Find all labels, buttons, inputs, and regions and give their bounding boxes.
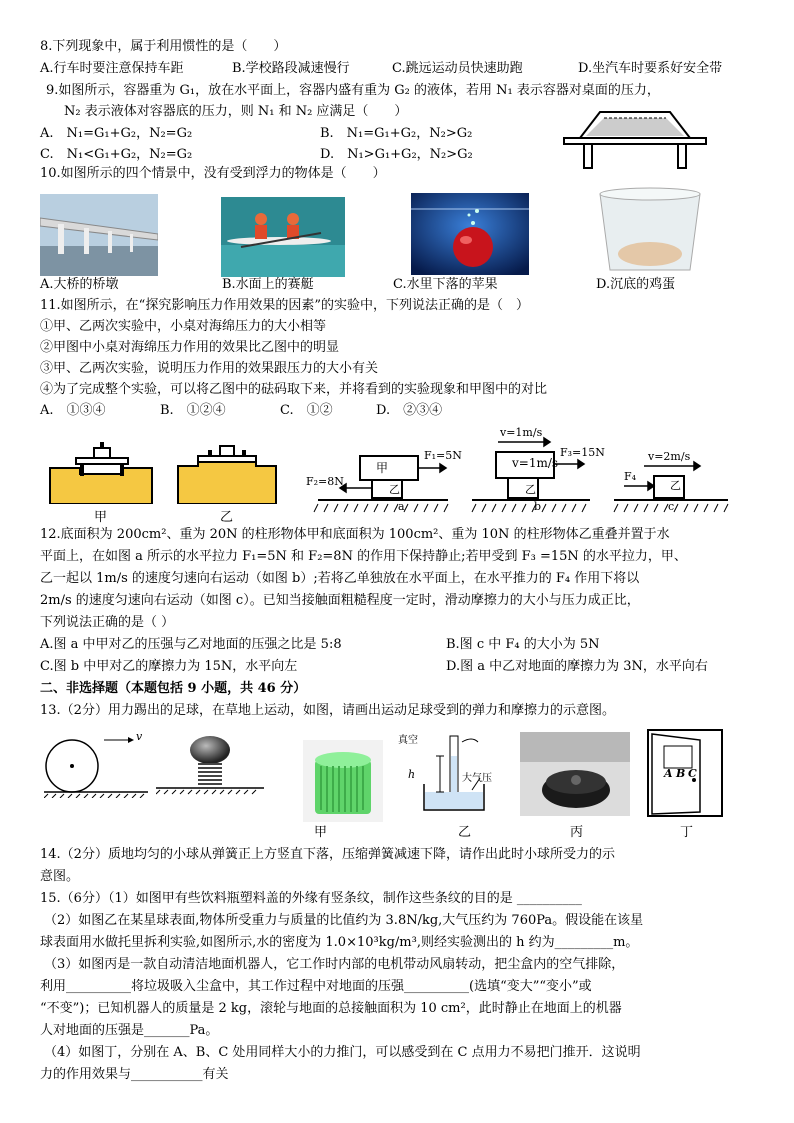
atm-label: 大气压 (462, 773, 492, 784)
q15-line-8: （4）如图丁，分别在 A、B、C 处用同样大小的力推门，可以感受到在 C 点用力不易把门推开．这说明 (44, 1045, 641, 1060)
q9-option-c: C. N₁<G₁+G₂，N₂=G₂ (40, 147, 193, 162)
q11-item-2: ②甲图中小桌对海绵压力作用的效果比乙图中的明显 (40, 340, 340, 355)
q11-option-b: B. ①②④ (160, 403, 226, 418)
q15-line-7: 人对地面的压强是_______Pa。 (40, 1023, 219, 1038)
q12-f4-label: F₄ (624, 470, 637, 483)
q14-line-1: 14.（2分）质地均匀的小球从弹簧正上方竖直下落，压缩弹簧减速下降，请作出此时小球所受力的示 (40, 847, 615, 862)
q10-caption-d: D.沉底的鸡蛋 (596, 277, 676, 292)
q12-option-d: D.图 a 中乙对地面的摩擦力为 3N，水平向右 (446, 659, 708, 674)
door-point-c: C (688, 767, 697, 780)
q12-stem-5: 下列说法正确的是（ ） (40, 615, 175, 630)
door-point-b: B (676, 767, 686, 780)
vacuum-label: 真空 (398, 735, 418, 746)
q15-line-9: 力的作用效果与___________有关 (40, 1067, 229, 1082)
q12-stem-4: 2m/s 的速度匀速向右运动（如图 c）。已知当接触面粗糙程度一定时，滑动摩擦力的大小与压力成正比， (40, 593, 640, 608)
q12-v2-label: v=2m/s (648, 450, 691, 463)
q12-option-b: B.图 c 中 F₄ 的大小为 5N (446, 637, 600, 652)
q12-stem-1: 12.底面积为 200cm²、重为 20N 的柱形物体甲和底面积为 100cm²、重为 10N 的柱形物体乙重叠并置于水 (40, 527, 670, 542)
ball-velocity-label: v (136, 730, 143, 743)
q10-caption-a: A.大桥的桥墩 (40, 277, 119, 292)
q9-option-b: B. N₁=G₁+G₂，N₂>G₂ (320, 126, 473, 141)
rolling-ball-figure (44, 732, 148, 798)
robot-vacuum-photo (520, 732, 630, 816)
q12-b-yi: 乙 (525, 483, 536, 496)
q12-a-yi: 乙 (389, 483, 400, 496)
q11-label-yi: 乙 (220, 510, 234, 525)
q15-line-2: （2）如图乙在某星球表面,物体所受重力与质量的比值约为 3.8N/kg,大气压约为 760Pa。假设能在该星 (44, 913, 644, 928)
q9-option-a: A. N₁=G₁+G₂，N₂=G₂ (40, 126, 193, 141)
door-point-a: A (664, 767, 673, 780)
q9-stem-line2: N₂ 表示液体对容器底的压力，则 N₁ 和 N₂ 应满足（ ） (64, 104, 408, 119)
q11-option-d: D. ②③④ (376, 403, 443, 418)
sunken-egg-photo (592, 184, 708, 276)
q8-option-d: D.坐汽车时要系好安全带 (578, 61, 723, 76)
q11-label-jia: 甲 (94, 510, 108, 525)
q9-stem-line1: 9.如图所示，容器重为 G₁，放在水平面上，容器内盛有重为 G₂ 的液体，若用 N₁ 表示容器对桌面的压力， (46, 83, 660, 98)
q8-option-a: A.行车时要注意保持车距 (40, 61, 184, 76)
q12-c-yi: 乙 (670, 479, 681, 492)
falling-apple-photo (411, 193, 529, 275)
q14-line-2: 意图。 (40, 869, 80, 884)
fig-label-bing: 丙 (570, 825, 584, 840)
q11-stem: 11.如图所示，在“探究影响压力作用效果的因素”的实验中，下列说法正确的是（ ） (40, 298, 529, 313)
q12-stem-2: 平面上，在如图 a 所示的水平拉力 F₁=5N 和 F₂=8N 的作用下保持静止;若甲受到 F₃ =15N 的水平拉力，甲、 (40, 549, 687, 564)
fig-label-jia: 甲 (314, 825, 328, 840)
q15-line-4: （3）如图丙是一款自动清洁地面机器人，它工作时内部的电机带动风扇转动，把尘盒内的空气排除， (44, 957, 625, 972)
q11-item-1: ①甲、乙两次实验中，小桌对海绵压力的大小相等 (40, 319, 327, 334)
q12-v1-label: v=1m/s (500, 426, 543, 439)
q12-stem-3: 乙一起以 1m/s 的速度匀速向右运动（如图 b）;若将乙单独放在水平面上，在水平推力的 F₄ 作用下将以 (40, 571, 640, 586)
q11-sponge-figure (40, 432, 290, 504)
q12-b-jia: v=1m/s (512, 456, 559, 470)
q12-label-a: a (398, 500, 405, 513)
q8-stem: 8.下列现象中，属于利用惯性的是（ ） (40, 39, 287, 54)
q12-a-jia: 甲 (376, 461, 389, 475)
q11-option-a: A. ①③④ (40, 403, 106, 418)
q15-line-3: 球表面用水做托里拆利实验,如图所示,水的密度为 1.0×10³kg/m³,则经实验测出的 h 约为_________m。 (40, 935, 639, 950)
q10-caption-b: B.水面上的赛艇 (222, 277, 314, 292)
height-label: h (408, 768, 416, 781)
q8-option-b: B.学校路段减速慢行 (232, 61, 350, 76)
q12-f1-label: F₁=5N (424, 449, 462, 462)
q12-label-b: b (534, 500, 542, 513)
q12-f2-label: F₂=8N (306, 475, 344, 488)
fig-label-ding: 丁 (680, 825, 694, 840)
q15-line-6: “不变”)；已知机器人的质量是 2 kg，滚轮与地面的总接触面积为 10 cm²，此时静止在地面上的机器 (40, 1001, 622, 1016)
bottle-cap-photo (303, 740, 383, 822)
bridge-pier-photo (40, 194, 158, 276)
q8-option-c: C.跳远运动员快速助跑 (392, 61, 523, 76)
q12-option-a: A.图 a 中甲对乙的压强与乙对地面的压强之比是 5:8 (40, 637, 342, 652)
q12-option-c: C.图 b 中甲对乙的摩擦力为 15N，水平向左 (40, 659, 298, 674)
q15-line-5: 利用__________将垃圾吸入尘盒中，其工作过程中对地面的压强__________(选填“变大”“变小”或 (40, 979, 592, 994)
section-heading: 二、非选择题（本题包括 9 小题，共 46 分） (40, 681, 307, 696)
q12-label-c: c (668, 500, 675, 513)
q11-option-c: C. ①② (280, 403, 333, 418)
q11-item-4: ④为了完成整个实验，可以将乙图中的砝码取下来，并将看到的实验现象和甲图中的对比 (40, 382, 548, 397)
q9-container-figure (560, 104, 710, 170)
racing-boat-photo (221, 197, 345, 277)
q10-caption-c: C.水里下落的苹果 (393, 277, 498, 292)
q12-f3-label: F₃=15N (560, 446, 605, 459)
spring-ball-figure (156, 736, 264, 798)
q13-stem: 13.（2分）用力踢出的足球，在草地上运动，如图，请画出运动足球受到的弹力和摩擦力的示意图。 (40, 703, 615, 718)
q11-item-3: ③甲、乙两次实验，说明压力作用的效果跟压力的大小有关 (40, 361, 379, 376)
fig-label-yi: 乙 (458, 825, 472, 840)
q9-option-d: D. N₁>G₁+G₂，N₂>G₂ (320, 147, 473, 162)
q10-stem: 10.如图所示的四个情景中，没有受到浮力的物体是（ ） (40, 166, 386, 181)
q15-line-1: 15.（6分）（1）如图甲有些饮料瓶塑料盖的外缘有竖条纹，制作这些条纹的目的是 __________ (40, 891, 582, 906)
